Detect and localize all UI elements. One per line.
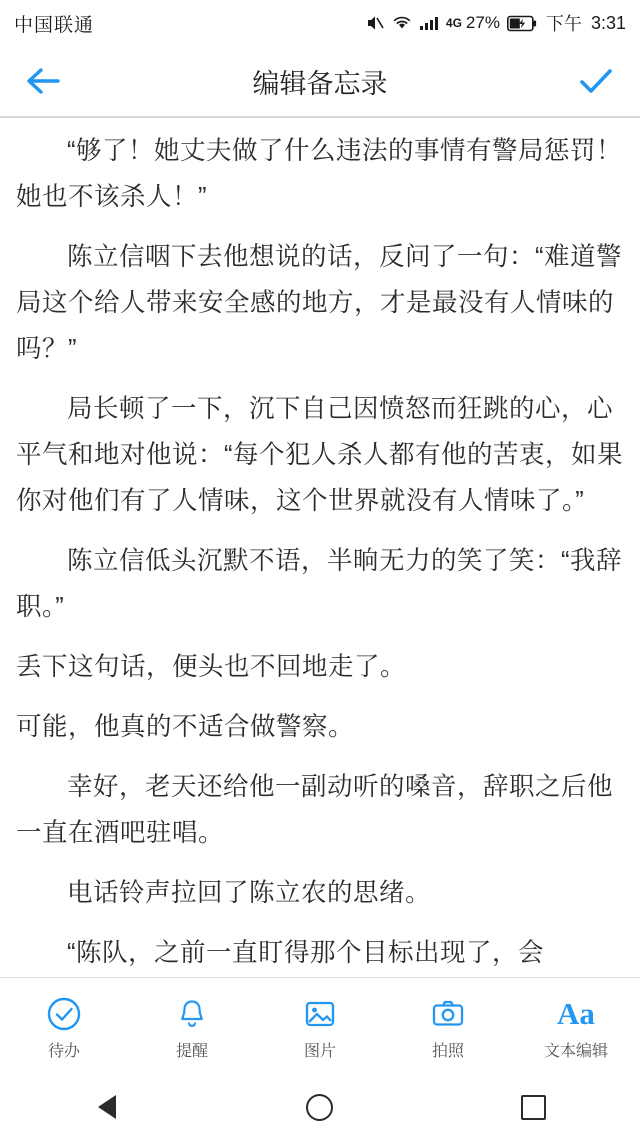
toolbar-item-camera[interactable]	[384, 994, 512, 1061]
battery-charging-icon	[507, 15, 537, 32]
time-period-label: 下午	[545, 14, 582, 34]
nav-home-circle	[306, 1094, 333, 1121]
note-paragraph: 幸好，老天还给他一副动听的嗓音，辞职之后他一直在酒吧驻唱。	[16, 773, 614, 847]
network-type-label: 4G	[445, 16, 462, 30]
status-bar	[0, 0, 640, 46]
checkmark-icon[interactable]	[574, 59, 618, 103]
toolbar-item-todo[interactable]	[0, 994, 128, 1061]
app-bar	[0, 46, 640, 116]
nav-home-icon[interactable]	[290, 1076, 350, 1138]
carrier-label: 中国联通	[14, 14, 95, 36]
toolbar-item-text-format[interactable]	[512, 994, 640, 1061]
clock-label: 3:31	[590, 12, 626, 33]
status-bar-right	[365, 10, 626, 36]
note-paragraph: 陈立信低头沉默不语，半晌无力的笑了笑：“我辞职。”	[16, 547, 622, 621]
system-nav-bar	[0, 1076, 640, 1138]
nav-recents-icon[interactable]	[503, 1076, 563, 1138]
toolbar-item-label: 拍照	[431, 1042, 464, 1060]
page-title: 编辑备忘录	[252, 68, 388, 99]
note-paragraph: 可能，他真的不适合做警察。	[16, 713, 355, 741]
back-arrow-icon[interactable]	[22, 59, 66, 103]
toolbar-item-label: 图片	[303, 1042, 336, 1060]
editor-toolbar	[0, 977, 640, 1076]
nav-recents-square	[521, 1095, 546, 1120]
note-paragraph: “陈队，之前一直盯得那个目标出现了，会	[67, 939, 544, 967]
image-icon	[302, 994, 338, 1034]
camera-icon	[430, 994, 466, 1034]
mute-icon	[365, 13, 385, 33]
status-bar-left	[14, 10, 94, 37]
note-paragraph: 局长顿了一下，沉下自己因愤怒而狂跳的心，心平气和地对他说：“每个犯人杀人都有他的苦衷，如果你对他们有了人情味，这个世界就没有人情味了。”	[16, 395, 623, 515]
nav-back-icon[interactable]	[77, 1076, 137, 1138]
text-format-icon	[557, 994, 595, 1034]
toolbar-item-label: 提醒	[175, 1042, 208, 1060]
toolbar-item-reminder[interactable]	[128, 994, 256, 1061]
bell-icon	[174, 994, 210, 1034]
note-paragraph: 电话铃声拉回了陈立农的思绪。	[67, 879, 432, 907]
signal-icon	[419, 15, 439, 31]
toolbar-item-image[interactable]	[256, 994, 384, 1061]
note-paragraph: “够了！她丈夫做了什么违法的事情有警局惩罚！她也不该杀人！”	[16, 137, 622, 211]
wifi-icon	[392, 15, 412, 31]
note-paragraph: 陈立信咽下去他想说的话，反问了一句：“难道警局这个给人带来安全感的地方，才是最没有人情味的吗？”	[16, 243, 622, 363]
battery-percent-label: 27%	[465, 13, 500, 32]
note-paragraph: 丢下这句话，便头也不回地走了。	[16, 653, 407, 681]
check-circle-icon	[46, 994, 82, 1034]
nav-back-triangle	[98, 1095, 116, 1119]
text-format-glyph: Aa	[557, 995, 595, 1031]
note-editor[interactable]	[0, 118, 640, 978]
toolbar-item-label: 文本编辑	[543, 1042, 608, 1060]
toolbar-item-label: 待办	[47, 1042, 80, 1060]
